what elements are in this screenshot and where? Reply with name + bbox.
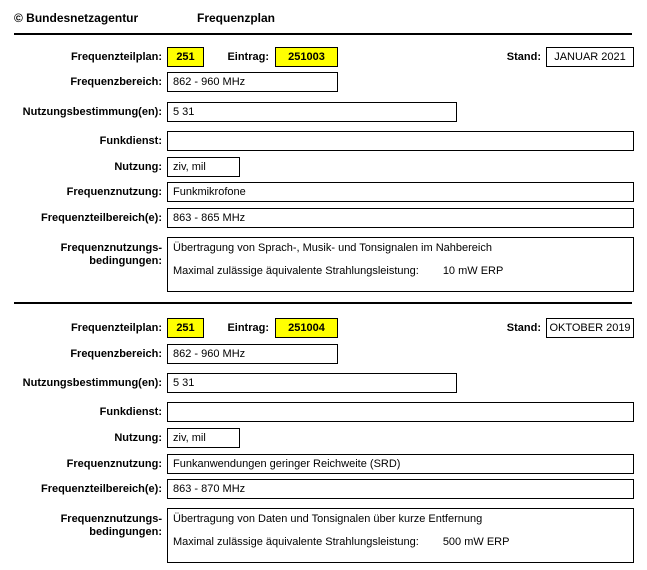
bedingung-line [173,265,633,278]
label-bereich: Frequenzbereich: [70,348,162,360]
eintrag-value: 251003 [275,47,338,67]
label-teilplan: Frequenzteilplan: [70,51,162,63]
frequenznutzung-value: Funkanwendungen geringer Reichweite (SRD) [167,454,634,474]
funkdienst-value [167,402,634,422]
label-frequenznutzung: Frequenznutzung: [66,458,162,470]
label-nutzung: Nutzung: [114,432,162,444]
label-bedingungen-line2: bedingungen: [89,255,162,267]
divider [14,33,632,35]
label-bedingungen [61,513,162,539]
label-bedingungen-line1: Frequenznutzungs- [60,242,162,254]
label-bedingungen-line1: Frequenznutzungs- [60,513,162,525]
nutzungsbestimmung-value: 5 31 [167,373,457,393]
label-bedingungen [61,242,162,268]
teilplan-value: 251 [167,47,204,67]
divider [14,302,632,304]
label-stand: Stand: [506,51,541,63]
teilbereich-value: 863 - 865 MHz [167,208,634,228]
bedingung-text: Maximal zulässige äquivalente Strahlungsleistung: [173,265,419,277]
page-title: Frequenzplan [197,11,276,25]
label-nutzung: Nutzung: [114,161,162,173]
label-eintrag: Eintrag: [227,322,269,334]
nutzung-value: ziv, mil [167,428,240,448]
bedingung-line: Übertragung von Daten und Tonsignalen über kurze Entfernung [173,513,483,525]
frequenznutzung-value: Funkmikrofone [167,182,634,202]
stand-value: JANUAR 2021 [546,47,634,67]
label-frequenznutzung: Frequenznutzung: [66,186,162,198]
funkdienst-value [167,131,634,151]
label-nutzungsbestimmung: Nutzungsbestimmung(en): [22,106,162,118]
bedingung-line [173,536,633,549]
bedingung-line: Übertragung von Sprach-, Musik- und Tonsignalen im Nahbereich [173,242,492,254]
copyright-text: © Bundesnetzagentur [14,11,139,25]
bedingung-text: Maximal zulässige äquivalente Strahlungsleistung: [173,536,419,548]
label-teilbereich: Frequenzteilbereich(e): [40,212,162,224]
nutzung-value: ziv, mil [167,157,240,177]
label-teilbereich: Frequenzteilbereich(e): [40,483,162,495]
teilplan-value: 251 [167,318,204,338]
bedingung-value: 10 mW ERP [442,265,504,277]
label-eintrag: Eintrag: [227,51,269,63]
bedingung-value: 500 mW ERP [442,536,510,548]
label-teilplan: Frequenzteilplan: [70,322,162,334]
eintrag-value: 251004 [275,318,338,338]
label-bereich: Frequenzbereich: [70,76,162,88]
label-funkdienst: Funkdienst: [99,135,162,147]
label-nutzungsbestimmung: Nutzungsbestimmung(en): [22,377,162,389]
label-bedingungen-line2: bedingungen: [89,526,162,538]
stand-value: OKTOBER 2019 [546,318,634,338]
bedingungen-box [167,237,634,292]
label-stand: Stand: [506,322,541,334]
bereich-value: 862 - 960 MHz [167,344,338,364]
nutzungsbestimmung-value: 5 31 [167,102,457,122]
teilbereich-value: 863 - 870 MHz [167,479,634,499]
label-funkdienst: Funkdienst: [99,406,162,418]
bedingungen-box [167,508,634,563]
bereich-value: 862 - 960 MHz [167,72,338,92]
